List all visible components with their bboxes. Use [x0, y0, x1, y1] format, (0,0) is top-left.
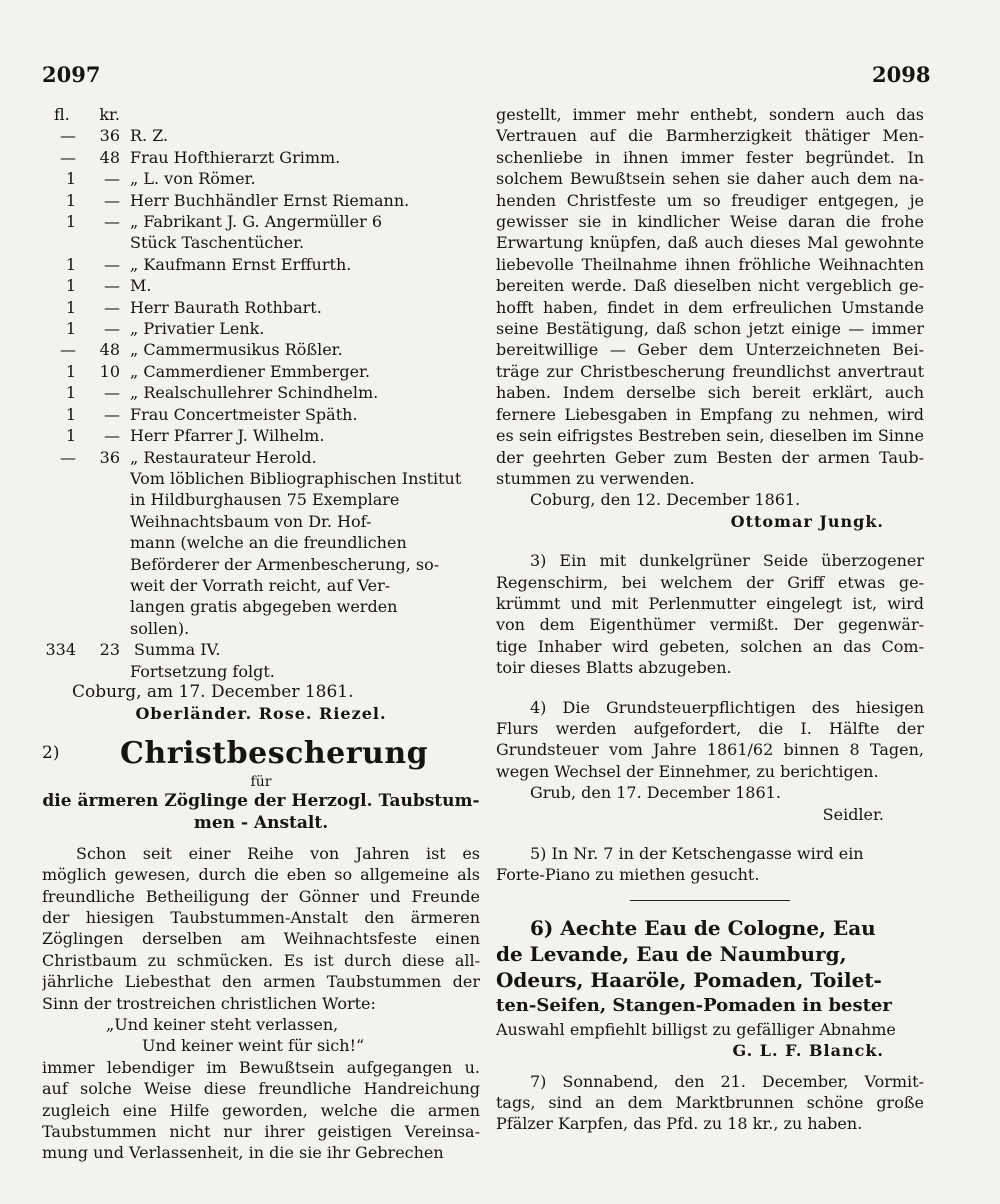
left-signatures: Oberländer. Rose. Riezel.: [135, 704, 387, 724]
donation-fl: 1: [65, 361, 76, 381]
body-line: gewisser sie in kindlicher Weise daran die frohe: [496, 212, 924, 232]
donation-row: [42, 575, 480, 596]
donation-name: „ Cammermusikus Rößler.: [130, 340, 343, 360]
body-line: es sein eifrigstes Bestreben sein, dieselben im Sinne: [496, 426, 924, 446]
donation-fl: 1: [65, 276, 76, 296]
donation-kr: —: [104, 276, 120, 296]
donation-kr: —: [104, 426, 120, 446]
body-line: liebevolle Theilnahme ihnen fröhliche Weihnachten: [496, 254, 924, 274]
body-line: solchem Bewußtsein sehen sie daher auch dem na-: [496, 169, 924, 189]
donation-row: [42, 425, 480, 446]
body-line: der geehrten Geber zum Besten der armen Taub-: [496, 447, 924, 467]
notice-5-line-1: 5) In Nr. 7 in der Ketschengasse wird ein: [530, 844, 864, 863]
donation-row: [42, 147, 480, 168]
donation-kr: —: [104, 404, 120, 424]
donation-name: „ Kaufmann Ernst Erffurth.: [130, 254, 352, 274]
body-line: Schon seit einer Reihe von Jahren ist es: [76, 843, 480, 863]
donation-row: [42, 596, 480, 617]
notice-2-quote-2: Und keiner weint für sich!“: [142, 1036, 365, 1056]
body-line: fernere Liebesgaben in Empfang zu nehmen, wird: [496, 404, 924, 424]
donation-row: [42, 554, 480, 575]
donation-fl: 1: [65, 212, 76, 232]
donation-name: M.: [130, 276, 152, 296]
body-line: Zöglingen derselben am Weihnachtsfeste einen: [42, 929, 480, 949]
notice-2-number: 2): [42, 743, 60, 764]
notice-5-line-2: Forte-Piano zu miethen gesucht.: [496, 865, 760, 885]
donation-row: [42, 511, 480, 532]
donation-name: „ Realschullehrer Schindhelm.: [130, 383, 379, 403]
notice-6-heading-line: Odeurs, Haaröle, Pomaden, Toilet-: [496, 967, 882, 992]
left-column: [42, 104, 480, 1164]
body-line: bereiten werde. Daß dieselben nicht vergeblich ge-: [496, 276, 924, 296]
donation-name: in Hildburghausen 75 Exemplare: [130, 490, 400, 510]
page-number-left: 2097: [42, 62, 101, 87]
donation-row: [42, 618, 480, 639]
notice-2-body: [42, 843, 480, 1014]
left-dateline: Coburg, am 17. December 1861.: [72, 681, 354, 702]
donation-name: Stück Taschentücher.: [130, 233, 305, 253]
donation-name: „ Restaurateur Herold.: [130, 447, 317, 467]
donation-row: [42, 447, 480, 468]
notice-6-text: Auswahl empfiehlt billigst zu gefälliger Abnahme: [496, 1019, 896, 1039]
continued-note: Fortsetzung folgt.: [130, 661, 275, 681]
notice-3-line: 3) Ein mit dunkelgrüner Seide überzogener: [530, 551, 924, 571]
notice-6-signature: G. L. F. Blanck.: [732, 1041, 884, 1061]
donation-name: weit der Vorrath reicht, auf Ver-: [130, 575, 391, 595]
notice-7-line: tags, sind an dem Marktbrunnen schöne große: [496, 1093, 924, 1113]
notice-7-line: Pfälzer Karpfen, das Pfd. zu 18 kr., zu haben.: [496, 1114, 863, 1134]
notice-4: [496, 697, 924, 783]
donation-fl: —: [60, 126, 76, 146]
right-dateline: Coburg, den 12. December 1861.: [530, 490, 801, 510]
donation-kr: —: [104, 212, 120, 232]
donation-row: [42, 254, 480, 275]
notice-2-body-continued: [42, 1057, 480, 1164]
donation-row: [42, 468, 480, 489]
notice-2-fuer: für: [250, 773, 272, 790]
donation-fl: 1: [65, 404, 76, 424]
donation-kr: 36: [99, 447, 120, 467]
donation-name: „ Fabrikant J. G. Angermüller 6: [130, 212, 383, 232]
notice-2-title: Christbescherung: [120, 735, 429, 771]
donation-fl: 1: [65, 190, 76, 210]
notice-6-heading-line: de Levande, Eau de Naumburg,: [496, 941, 847, 966]
body-line: Erwartung knüpfen, daß auch dieses Mal gewohnte: [496, 233, 924, 253]
notice-6: [496, 915, 924, 1019]
body-line: bereitwillige — Geber dem Unterzeichneten Bei-: [496, 340, 924, 360]
donation-name: langen gratis abgegeben werden: [130, 597, 398, 617]
notice-4-line: Flurs werden aufgefordert, die I. Hälfte der: [496, 718, 924, 738]
body-line: der hiesigen Taubstummen-Anstalt den ärmeren: [42, 908, 480, 927]
donation-name: sollen).: [130, 618, 190, 638]
donation-kr: 48: [99, 340, 120, 360]
donation-kr: —: [104, 169, 120, 189]
notice-3-line: krümmt und mit Perlenmutter eingelegt ist, wird: [496, 593, 924, 613]
donation-fl: 1: [65, 319, 76, 339]
donation-fl: —: [60, 447, 76, 467]
donation-kr: 36: [99, 126, 120, 146]
body-line: immer lebendiger im Bewußtsein aufgegangen u.: [42, 1057, 480, 1077]
donation-kr: —: [104, 190, 120, 210]
notice-3-line: toir dieses Blatts abzugeben.: [496, 658, 732, 678]
body-line: Christbaum zu schmücken. Es ist durch diese all-: [42, 950, 480, 970]
donation-row: [42, 232, 480, 253]
body-line: henden Christfeste um so freudiger entgegen, je: [496, 190, 924, 210]
notice-3: [496, 550, 924, 678]
donation-name: Herr Buchhändler Ernst Riemann.: [130, 190, 410, 210]
donation-kr: 10: [99, 361, 120, 381]
right-column: [496, 104, 924, 1135]
notice-2-continuation: [496, 104, 924, 489]
notice-6-heading-line: 6) Aechte Eau de Cologne, Eau: [530, 915, 876, 940]
body-line: haben. Indem derselbe sich bereit erklärt, auch: [496, 383, 924, 403]
donation-kr: —: [104, 297, 120, 317]
right-signature: Ottomar Jungk.: [730, 511, 884, 531]
notice-2-heading: [42, 734, 480, 774]
donation-row: [42, 318, 480, 339]
notice-4-dateline: Grub, den 17. December 1861.: [530, 783, 781, 803]
header-kr: kr.: [99, 105, 120, 124]
donation-row: [42, 339, 480, 360]
notice-3-line: tige Inhaber wird gebeten, solchen an das Com-: [496, 636, 924, 656]
notice-4-line: wegen Wechsel der Einnehmer, zu berichtigen.: [496, 761, 879, 781]
body-line: Sinn der trostreichen christlichen Worte:: [42, 993, 376, 1013]
body-line: jährliche Liebesthat den armen Taubstummen der: [42, 972, 480, 992]
donation-name: Vom löblichen Bibliographischen Institut: [130, 468, 462, 488]
donation-row: [42, 489, 480, 510]
summa-label: Summa IV.: [134, 640, 221, 660]
page-number-right: 2098: [872, 62, 931, 87]
body-line: stummen zu verwenden.: [496, 468, 695, 488]
notice-4-line: Grundsteuer vom Jahre 1861/62 binnen 8 Tagen,: [496, 740, 924, 760]
donation-fl: 1: [65, 297, 76, 317]
body-line: seine Bestätigung, daß schon jetzt einige — immer: [496, 319, 924, 339]
body-line: möglich gewesen, durch die eben so allgemeine als: [42, 865, 480, 885]
donation-row: [42, 275, 480, 296]
donation-name: „ L. von Römer.: [130, 169, 256, 189]
body-line: Taubstummen nicht nur ihrer geistigen Vereinsa-: [42, 1122, 480, 1142]
donation-row: [42, 190, 480, 211]
donation-kr: —: [104, 254, 120, 274]
donation-fl: 1: [65, 169, 76, 189]
donation-fl: 1: [65, 426, 76, 446]
body-line: mung und Verlassenheit, in die sie ihr Gebrechen: [42, 1143, 444, 1163]
donation-name: R. Z.: [130, 126, 169, 146]
donation-name: „ Cammerdiener Emmberger.: [130, 361, 371, 381]
donation-kr: —: [104, 319, 120, 339]
donation-name: Frau Concertmeister Späth.: [130, 404, 358, 424]
notice-2-subtitle-1: die ärmeren Zöglinge der Herzogl. Taubstum-: [42, 790, 480, 811]
donation-name: Herr Pfarrer J. Wilhelm.: [130, 426, 325, 446]
donation-name: mann (welche an die freundlichen: [130, 533, 407, 553]
notice-6-heading-line: ten-Seifen, Stangen-Pomaden in bester: [496, 994, 892, 1016]
donation-row: [42, 211, 480, 232]
separator-rule: [630, 900, 790, 901]
donation-name: Beförderer der Armenbescherung, so-: [130, 554, 440, 574]
notice-7-line: 7) Sonnabend, den 21. December, Vormit-: [530, 1071, 924, 1091]
body-line: zugleich eine Hilfe geworden, welche die armen: [42, 1100, 480, 1120]
donation-name: Herr Baurath Rothbart.: [130, 297, 322, 317]
notice-3-line: Regenschirm, bei welchem der Griff etwas ge-: [496, 572, 924, 592]
donation-row: [42, 297, 480, 318]
notice-7: [496, 1071, 924, 1135]
summa-kr: 23: [99, 640, 120, 660]
donation-name: Frau Hofthierarzt Grimm.: [130, 147, 341, 167]
notice-3-line: von dem Eigenthümer vermißt. Der gegenwär-: [496, 615, 924, 635]
summa-fl: 334: [45, 640, 76, 660]
body-line: auf solche Weise diese freundliche Handreichung: [42, 1079, 480, 1099]
donation-row: [42, 532, 480, 553]
notice-4-signature: Seidler.: [822, 804, 884, 824]
notice-2-subtitle-2: men - Anstalt.: [193, 812, 329, 833]
header-fl: fl.: [54, 105, 70, 124]
notice-2-quote-1: „Und keiner steht verlassen,: [106, 1015, 339, 1035]
donation-kr: 48: [99, 147, 120, 167]
body-line: träge zur Christbescherung freundlichst anvertraut: [496, 361, 924, 381]
donation-fl: 1: [65, 254, 76, 274]
body-line: schenliebe in ihnen immer fester begründet. In: [496, 147, 924, 167]
donation-kr: —: [104, 383, 120, 403]
donation-row: [42, 125, 480, 146]
body-line: freundliche Betheiligung der Gönner und Freunde: [42, 886, 480, 906]
summa-row: [42, 639, 480, 660]
donation-name: Weihnachtsbaum von Dr. Hof-: [130, 511, 372, 531]
donation-list: [42, 125, 480, 639]
donation-row: [42, 168, 480, 189]
donation-row: [42, 361, 480, 382]
donation-fl: —: [60, 147, 76, 167]
donation-header: [42, 104, 480, 125]
donation-fl: —: [60, 340, 76, 360]
body-line: Vertrauen auf die Barmherzigkeit thätiger Men-: [496, 126, 924, 146]
body-line: hofft haben, findet in dem erfreulichen Umstande: [496, 297, 924, 317]
donation-name: „ Privatier Lenk.: [130, 319, 265, 339]
notice-4-line: 4) Die Grundsteuerpflichtigen des hiesigen: [530, 697, 924, 717]
body-line: gestellt, immer mehr enthebt, sondern auch das: [496, 105, 924, 124]
donation-row: [42, 404, 480, 425]
donation-fl: 1: [65, 383, 76, 403]
donation-row: [42, 382, 480, 403]
